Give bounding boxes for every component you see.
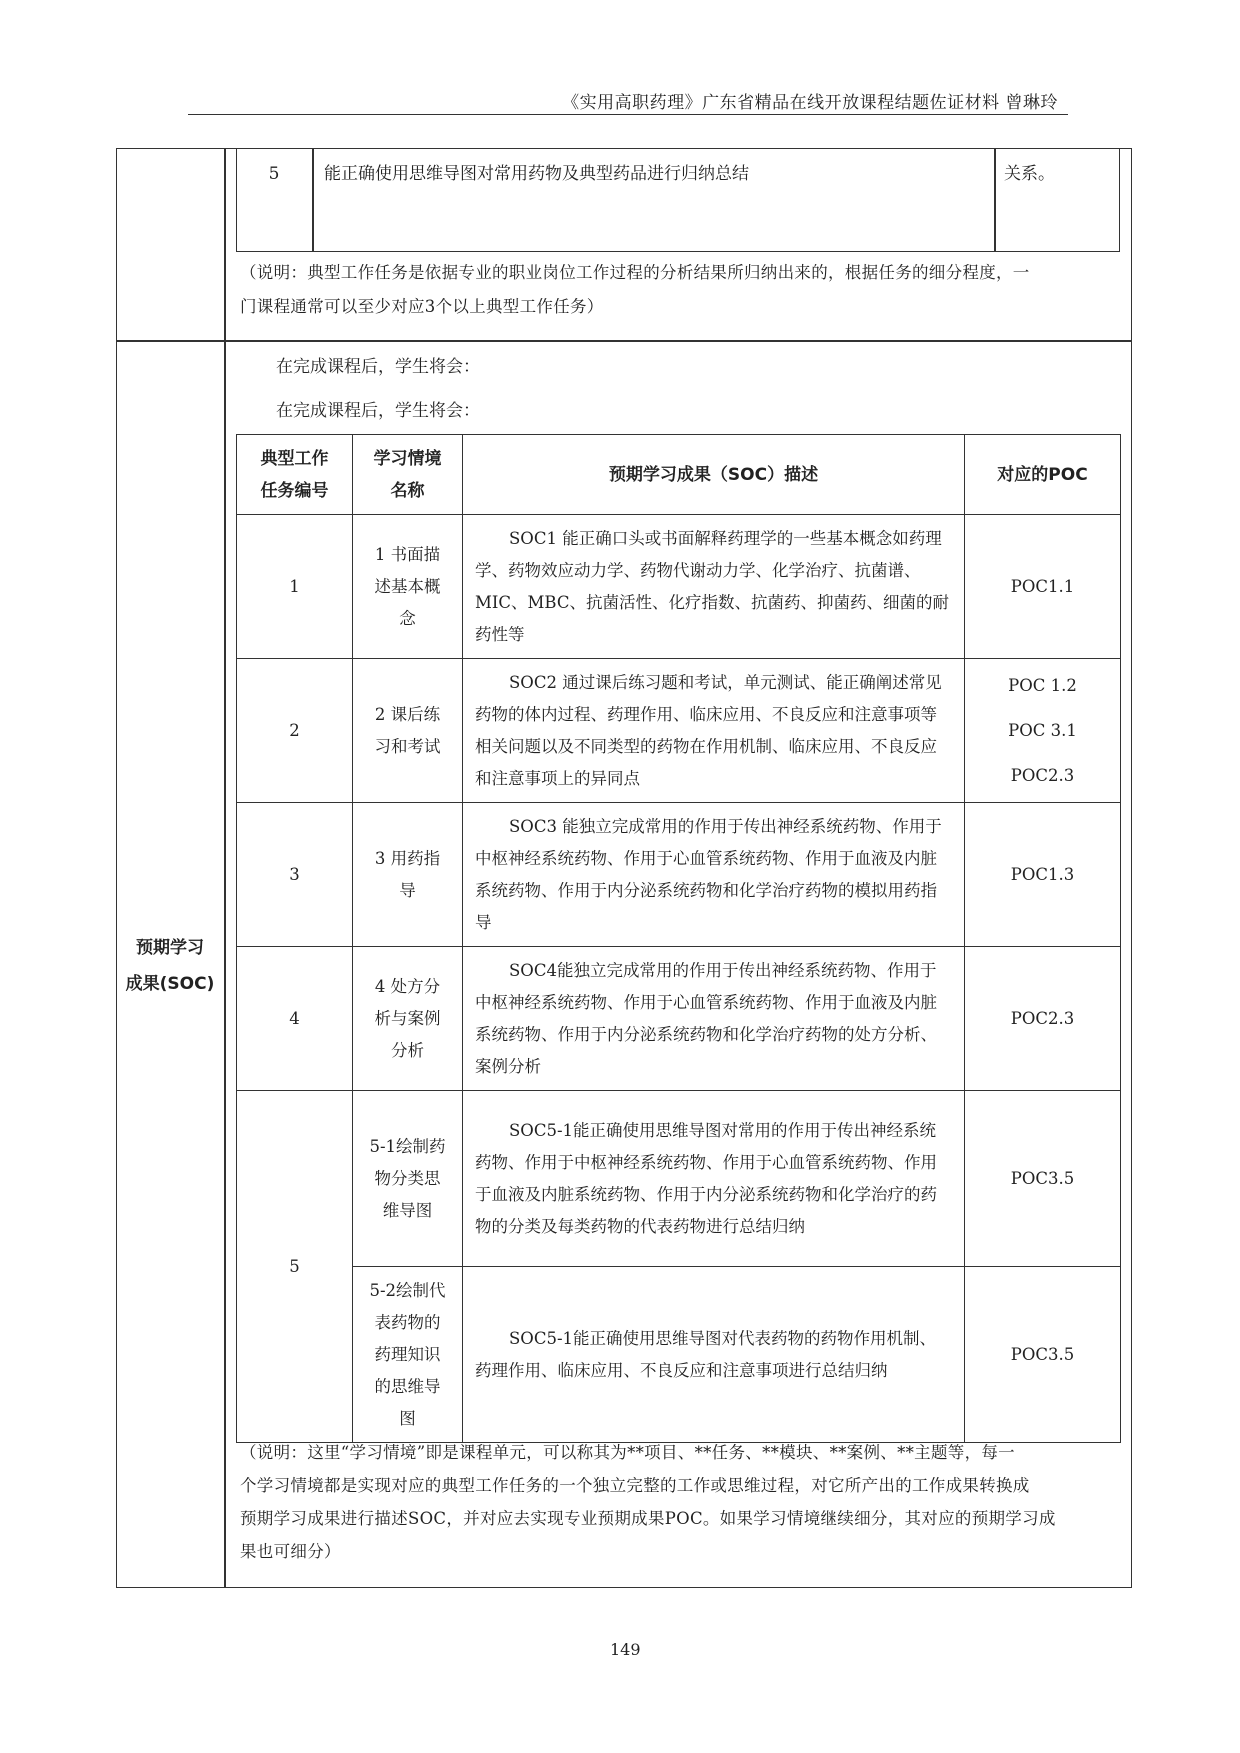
context-cell: 4 处方分析与案例分析 xyxy=(353,947,463,1091)
table-row xyxy=(237,1267,1121,1443)
task-number: 5 xyxy=(268,164,280,184)
context-cell: 5-1绘制药物分类思维导图 xyxy=(353,1091,463,1267)
desc-text: SOC1 能正确口头或书面解释药理学的一些基本概念如药理学、药物效应动力学、药物代谢动力学、化学治疗、抗菌谱、MIC、MBC、抗菌活性、化疗指数、抗菌药、抑菌药、细菌的耐药性等 xyxy=(475,528,949,644)
task-note-line-1: （说明：典型工作任务是依据专业的职业岗位工作过程的分析结果所归纳出来的，根据任务的细分程度，一 xyxy=(240,263,1030,282)
context-cell: 5-2绘制代表药物的药理知识的思维导图 xyxy=(353,1267,463,1443)
desc-cell xyxy=(463,947,965,1091)
table-row xyxy=(237,803,1121,947)
col-context: 学习情境名称 xyxy=(353,435,463,515)
col-desc: 预期学习成果（SOC）描述 xyxy=(463,435,965,515)
desc-cell xyxy=(463,1091,965,1267)
header-text: 《实用高职药理》广东省精品在线开放课程结题佐证材料 曾琳玲 xyxy=(562,93,1058,113)
context-cell: 2 课后练习和考试 xyxy=(353,659,463,803)
page-header xyxy=(188,88,1068,115)
desc-text: SOC2 通过课后练习题和考试，单元测试、能正确阐述常见药物的体内过程、药理作用、临床应用、不良反应和注意事项等相关问题以及不同类型的药物在作用机制、临床应用、不良反应和注意事项上的异同点 xyxy=(475,672,942,788)
context-cell: 1 书面描述基本概念 xyxy=(353,515,463,659)
desc-text: SOC3 能独立完成常用的作用于传出神经系统药物、作用于中枢神经系统药物、作用于心血管系统药物、作用于血液及内脏系统药物、作用于内分泌系统药物和化学治疗药物的模拟用药指导 xyxy=(475,816,942,932)
soc-header-row xyxy=(237,435,1121,515)
task-text: 能正确使用思维导图对常用药物及典型药品进行归纳总结 xyxy=(324,164,749,184)
col-task-no: 典型工作任务编号 xyxy=(237,435,353,515)
table-row xyxy=(237,947,1121,1091)
poc-cell: POC1.3 xyxy=(965,803,1121,947)
desc-text: SOC4能独立完成常用的作用于传出神经系统药物、作用于中枢神经系统药物、作用于心血管系统药物、作用于血液及内脏系统药物、作用于内分泌系统药物和化学治疗药物的处方分析、案例分析 xyxy=(475,960,937,1076)
task-right-text: 关系。 xyxy=(1004,164,1055,184)
table-row xyxy=(237,659,1121,803)
poc-cell: POC3.5 xyxy=(965,1267,1121,1443)
task-cell: 5 xyxy=(237,1091,353,1443)
col-poc: 对应的POC xyxy=(965,435,1121,515)
poc-cell: POC2.3 xyxy=(965,947,1121,1091)
desc-cell xyxy=(463,1267,965,1443)
desc-cell xyxy=(463,659,965,803)
soc-label-line-1: 预期学习 xyxy=(136,938,204,958)
task-cell: 2 xyxy=(237,659,353,803)
desc-cell xyxy=(463,515,965,659)
poc-cell: POC1.1 xyxy=(965,515,1121,659)
soc-intro-1: 在完成课程后，学生将会： xyxy=(276,357,480,377)
section-divider xyxy=(116,340,1132,342)
context-cell: 3 用药指导 xyxy=(353,803,463,947)
desc-cell xyxy=(463,803,965,947)
soc-note-line-1: （说明：这里“学习情境”即是课程单元，可以称其为**项目、**任务、**模块、**案例、**主题等，每一 xyxy=(240,1443,1015,1462)
task-note-line-2: 门课程通常可以至少对应3个以上典型工作任务） xyxy=(240,297,604,316)
soc-note-line-3: 预期学习成果进行描述SOC，并对应去实现专业预期成果POC。如果学习情境继续细分，其对应的预期学习成 xyxy=(240,1509,1056,1528)
desc-text: SOC5-1能正确使用思维导图对代表药物的药物作用机制、药理作用、临床应用、不良反应和注意事项进行总结归纳 xyxy=(475,1328,937,1380)
table-row xyxy=(237,1091,1121,1267)
row-divider-1 xyxy=(312,148,314,252)
table-row xyxy=(237,515,1121,659)
soc-note-line-2: 个学习情境都是实现对应的典型工作任务的一个独立完整的工作或思维过程，对它所产出的工作成果转换成 xyxy=(240,1476,1030,1495)
left-column-divider xyxy=(224,148,226,1588)
soc-intro-2: 在完成课程后，学生将会： xyxy=(276,401,480,421)
desc-text: SOC5-1能正确使用思维导图对常用的作用于传出神经系统药物、作用于中枢神经系统药物、作用于心血管系统药物、作用于血液及内脏系统药物、作用于内分泌系统药物和化学治疗的药物的分类及每类药物的代表药物进行总结归纳 xyxy=(475,1120,937,1236)
page-number: 149 xyxy=(610,1640,641,1659)
task-cell: 1 xyxy=(237,515,353,659)
soc-section-label xyxy=(116,930,224,1002)
poc-cell: POC 1.2 POC 3.1 POC2.3 xyxy=(965,659,1121,803)
poc-cell: POC3.5 xyxy=(965,1091,1121,1267)
soc-note-line-4: 果也可细分） xyxy=(240,1542,341,1561)
task-cell: 4 xyxy=(237,947,353,1091)
soc-table xyxy=(236,434,1121,1443)
soc-label-line-2: 成果(SOC) xyxy=(125,974,215,994)
task-cell: 3 xyxy=(237,803,353,947)
row-divider-2 xyxy=(994,148,996,252)
